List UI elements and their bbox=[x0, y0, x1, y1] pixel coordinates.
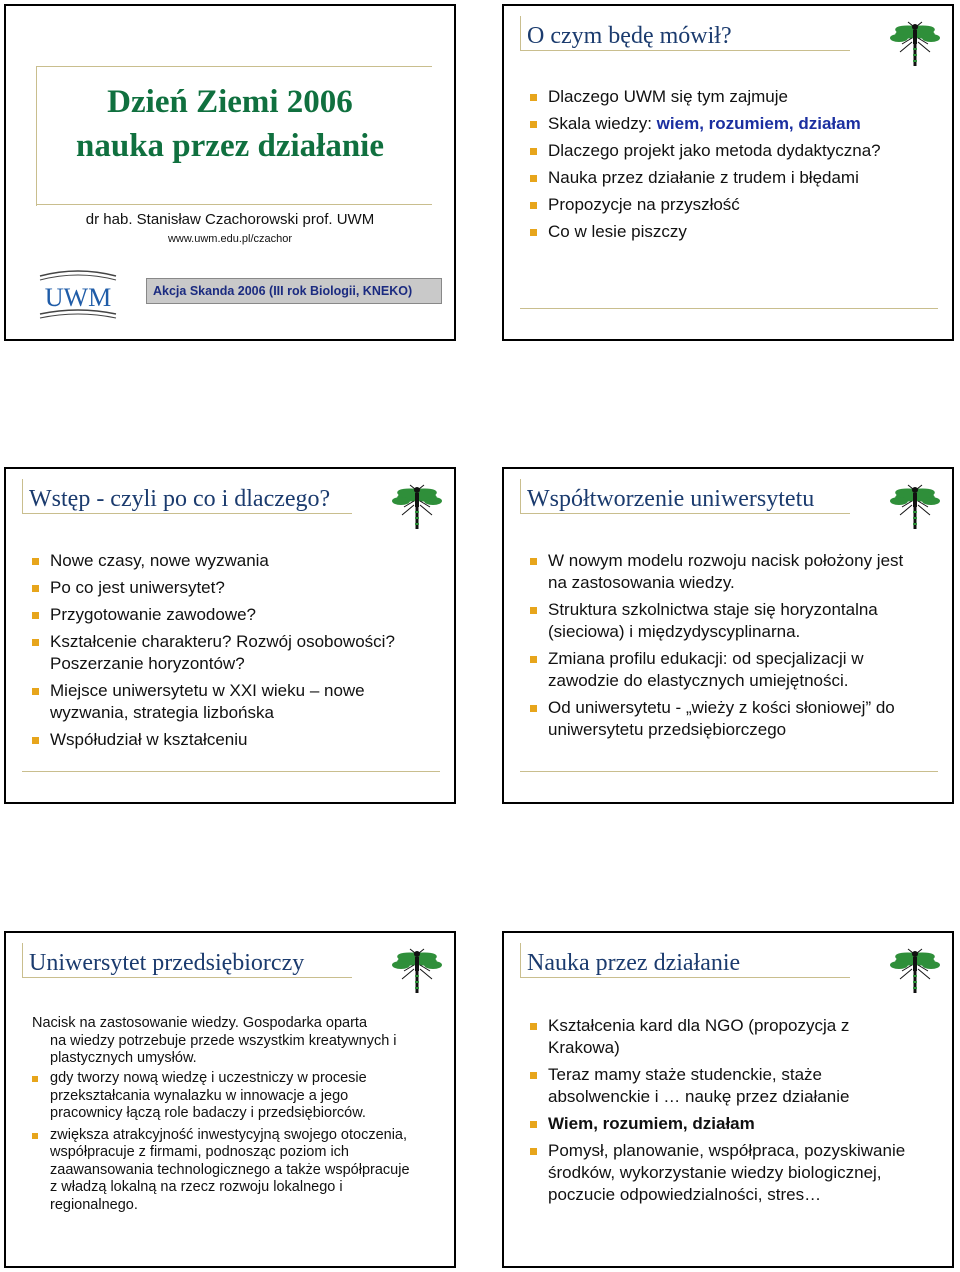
slide-agenda bbox=[502, 4, 954, 341]
list-item: Przygotowanie zawodowe? bbox=[32, 604, 412, 626]
list-item: Od uniwersytetu - „wieży z kości słoniowej” do uniwersytetu przedsiębiorczego bbox=[530, 697, 910, 741]
list-item: Miejsce uniwersytetu w XXI wieku – nowe wyzwania, strategia lizbońska bbox=[32, 680, 412, 724]
decor-line bbox=[520, 771, 938, 772]
co-creation-list bbox=[530, 550, 910, 746]
wasp-icon bbox=[888, 945, 942, 999]
slide-title bbox=[4, 4, 456, 341]
highlight-text: wiem, rozumiem, działam bbox=[656, 114, 861, 133]
list-item: gdy tworzy nową wiedzę i uczestniczy w procesie przekształcania wynalazku w innowacje a jego pracownicy łączą role badaczy i przedsiębiorców. bbox=[32, 1070, 412, 1123]
decor-line bbox=[36, 66, 432, 67]
event-badge: Akcja Skanda 2006 (III rok Biologii, KNEKO) bbox=[146, 278, 442, 304]
decor-line bbox=[520, 479, 521, 513]
uwm-logo-icon bbox=[36, 266, 120, 324]
presentation-title bbox=[6, 80, 454, 168]
learning-list bbox=[530, 1015, 920, 1211]
list-item: Nauka przez działanie z trudem i błędami bbox=[530, 167, 881, 189]
list-item: Pomysł, planowanie, współpraca, pozyskiwanie środków, wykorzystanie wiedzy biologicznej, poczucie odpowiedzialności, stres… bbox=[530, 1140, 920, 1206]
slide-title: Wstęp - czyli po co i dlaczego? bbox=[29, 486, 331, 512]
decor-line bbox=[520, 50, 850, 51]
entrepreneurial-list bbox=[32, 1070, 412, 1218]
lead-line-1: Nacisk na zastosowanie wiedzy. Gospodarka oparta bbox=[32, 1015, 368, 1031]
wasp-icon bbox=[390, 945, 444, 999]
decor-line bbox=[22, 479, 23, 513]
list-item: Dlaczego projekt jako metoda dydaktyczna? bbox=[530, 140, 881, 162]
list-item: Wiem, rozumiem, działam bbox=[530, 1113, 920, 1135]
decor-line bbox=[520, 513, 850, 514]
lead-paragraph bbox=[32, 1015, 432, 1068]
list-item: Współudział w kształceniu bbox=[32, 729, 412, 751]
decor-line bbox=[520, 943, 521, 977]
slide-entrepreneurial-university bbox=[4, 931, 456, 1268]
decor-line bbox=[36, 204, 432, 205]
decor-line bbox=[22, 513, 352, 514]
list-item bbox=[530, 113, 881, 135]
list-item: Zmiana profilu edukacji: od specjalizacji w zawodzie do elastycznych umiejętności. bbox=[530, 648, 910, 692]
slide-title: Nauka przez działanie bbox=[527, 950, 741, 976]
slide-co-creation bbox=[502, 467, 954, 804]
list-item: W nowym modelu rozwoju nacisk położony jest na zastosowania wiedzy. bbox=[530, 550, 910, 594]
decor-line bbox=[520, 308, 938, 309]
list-item: Struktura szkolnictwa staje się horyzontalna (sieciowa) i międzydyscyplinarna. bbox=[530, 599, 910, 643]
wasp-icon bbox=[390, 481, 444, 535]
decor-line bbox=[22, 977, 352, 978]
list-item: Dlaczego UWM się tym zajmuje bbox=[530, 86, 881, 108]
title-line-1: Dzień Ziemi 2006 bbox=[107, 84, 353, 120]
slide-learning-by-doing bbox=[502, 931, 954, 1268]
list-item: Propozycje na przyszłość bbox=[530, 194, 881, 216]
list-item: Teraz mamy staże studenckie, staże absolwenckie i … naukę przez działanie bbox=[530, 1064, 920, 1108]
list-item: Kształcenie charakteru? Rozwój osobowości? Poszerzanie horyzontów? bbox=[32, 631, 412, 675]
list-item-text: Skala wiedzy: bbox=[548, 114, 657, 133]
decor-line bbox=[520, 977, 850, 978]
slide-title: Uniwersytet przedsiębiorczy bbox=[29, 950, 305, 976]
decor-line bbox=[22, 943, 23, 977]
lead-line-2: na wiedzy potrzebuje przede wszystkim kreatywnych i plastycznych umysłów. bbox=[50, 1032, 397, 1066]
list-item: Nowe czasy, nowe wyzwania bbox=[32, 550, 412, 572]
decor-line bbox=[22, 771, 440, 772]
list-item: zwiększa atrakcyjność inwestycyjną swojego otoczenia, współpracuje z firmami, podnosząc poziom ich zaawansowania technologicznego a także współpracuje z władzą lokalną na rzecz rozwoju lokalnego i regionalnego. bbox=[32, 1127, 412, 1215]
title-line-2: nauka przez działanie bbox=[75, 128, 384, 164]
slide-title: O czym będę mówił? bbox=[527, 23, 732, 49]
author-url: www.uwm.edu.pl/czachor bbox=[167, 233, 293, 245]
agenda-list bbox=[530, 86, 881, 248]
list-item: Po co jest uniwersytet? bbox=[32, 577, 412, 599]
decor-line bbox=[520, 16, 521, 50]
slide-title: Współtworzenie uniwersytetu bbox=[527, 486, 815, 512]
list-item: Co w lesie piszczy bbox=[530, 221, 881, 243]
wasp-icon bbox=[888, 481, 942, 535]
slide-intro bbox=[4, 467, 456, 804]
wasp-icon bbox=[888, 18, 942, 72]
intro-list bbox=[32, 550, 412, 756]
logo-text: UWM bbox=[44, 283, 112, 312]
author: dr hab. Stanisław Czachorowski prof. UWM bbox=[85, 211, 375, 228]
list-item: Kształcenia kard dla NGO (propozycja z Krakowa) bbox=[530, 1015, 920, 1059]
